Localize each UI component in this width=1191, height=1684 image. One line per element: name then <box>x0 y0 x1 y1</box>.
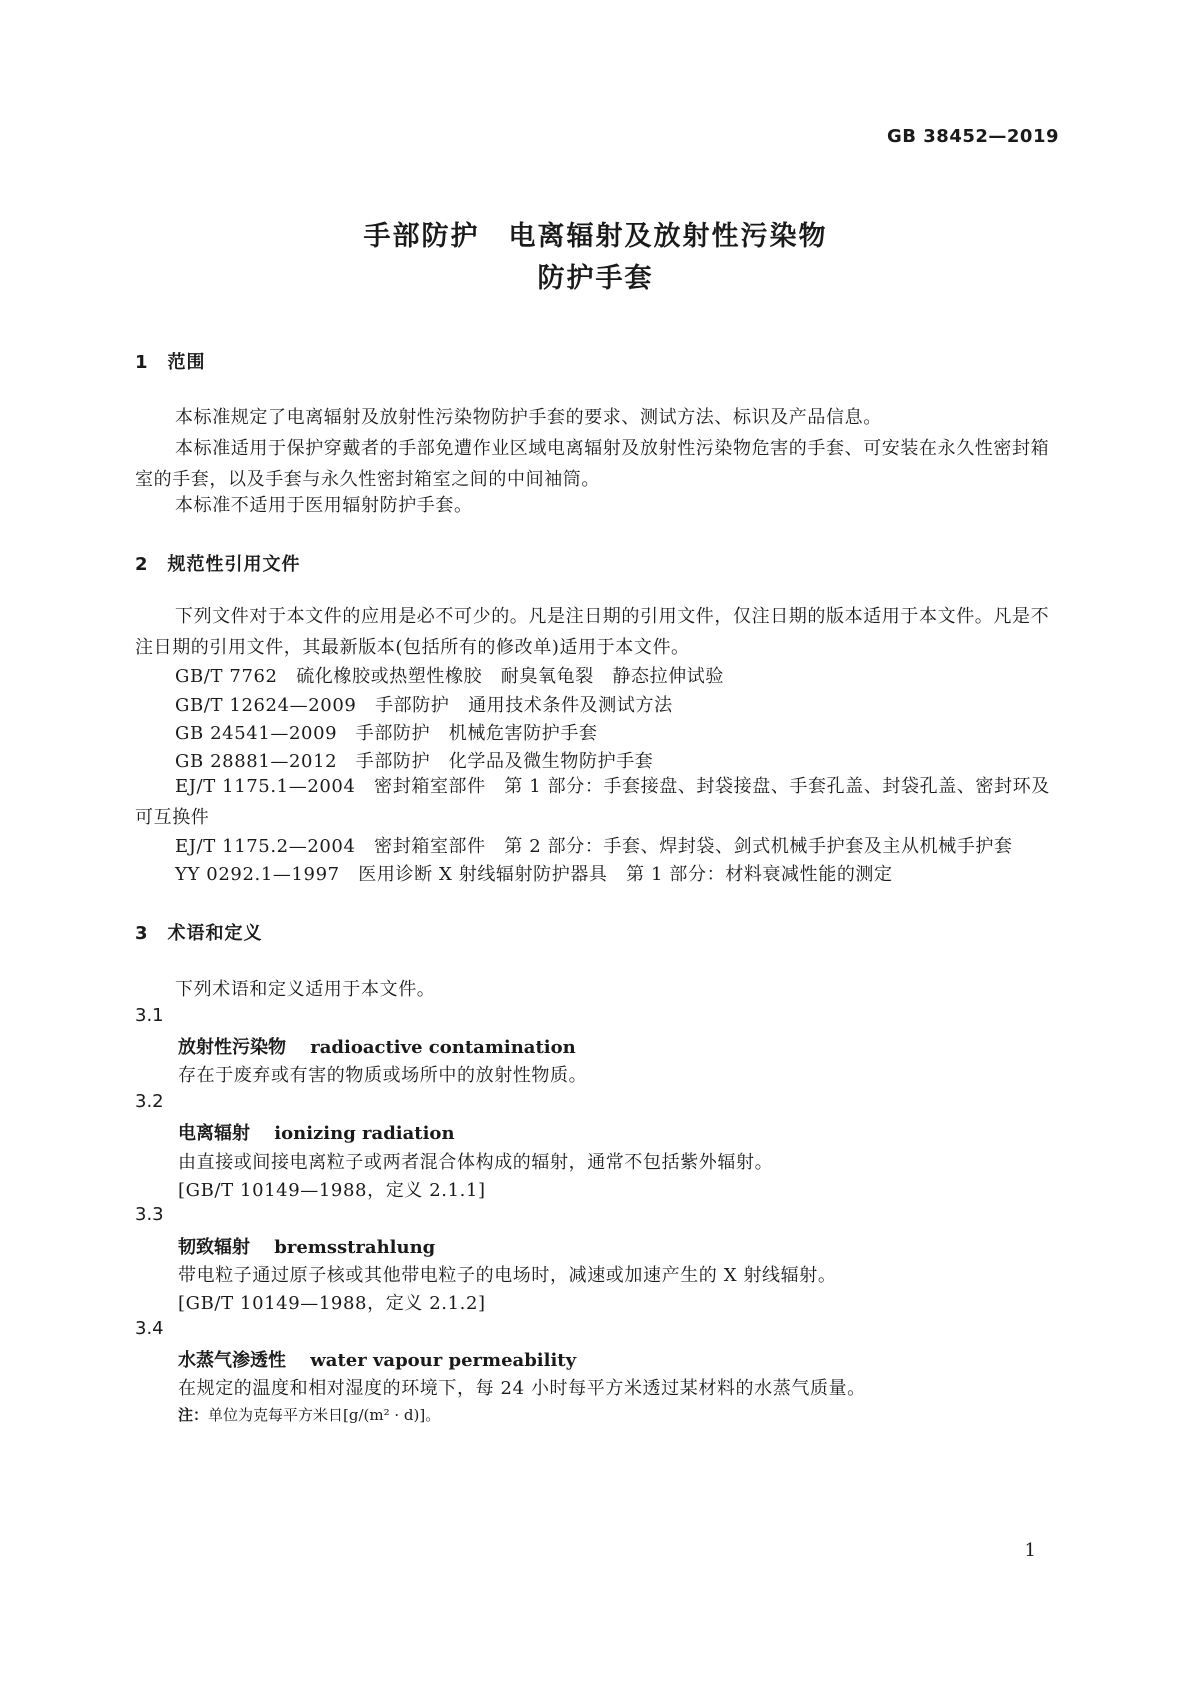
term-heading <box>178 1119 455 1145</box>
term-source: [GB/T 10149—1988，定义 2.1.2] <box>178 1293 486 1314</box>
term-definition: 由直接或间接电离粒子或两者混合体构成的辐射，通常不包括紫外辐射。 <box>178 1152 774 1173</box>
term-number: 3.4 <box>135 1318 164 1339</box>
term-number: 3.1 <box>135 1005 164 1026</box>
term-note <box>178 1404 440 1425</box>
section-1-paragraph: 本标准规定了电离辐射及放射性污染物防护手套的要求、测试方法、标识及产品信息。 <box>175 407 882 428</box>
term-heading <box>178 1033 576 1059</box>
note-label: 注： <box>178 1406 209 1424</box>
section-2-intro: 下列文件对于本文件的应用是必不可少的。凡是注日期的引用文件，仅注日期的版本适用于本文件。凡是不注日期的引用文件，其最新版本(包括所有的修改单)适用于本文件。 <box>135 606 1050 658</box>
term-heading <box>178 1346 576 1372</box>
term-definition: 在规定的温度和相对湿度的环境下，每 24 小时每平方米透过某材料的水蒸气质量。 <box>178 1378 866 1399</box>
section-3-heading: 3 术语和定义 <box>135 923 263 944</box>
term-definition: 存在于废弃或有害的物质或场所中的放射性物质。 <box>178 1065 588 1086</box>
term-zh: 电离辐射 <box>178 1123 250 1144</box>
standard-code: GB 38452—2019 <box>887 126 1059 147</box>
term-number: 3.3 <box>135 1204 164 1225</box>
term-en: water vapour permeability <box>310 1350 577 1371</box>
term-source: [GB/T 10149—1988，定义 2.1.1] <box>178 1180 486 1201</box>
document-title-line1: 手部防护 电离辐射及放射性污染物 <box>363 221 828 252</box>
term-heading <box>178 1233 435 1259</box>
term-en: bremsstrahlung <box>274 1237 436 1258</box>
page-number: 1 <box>1024 1540 1036 1561</box>
term-number: 3.2 <box>135 1091 164 1112</box>
normative-reference: YY 0292.1—1997 医用诊断 X 射线辐射防护器具 第 1 部分：材料衰减性能的测定 <box>175 864 893 885</box>
normative-reference: GB/T 7762 硫化橡胶或热塑性橡胶 耐臭氧龟裂 静态拉伸试验 <box>175 666 725 687</box>
term-zh: 韧致辐射 <box>178 1237 250 1258</box>
normative-reference: EJ/T 1175.2—2004 密封箱室部件 第 2 部分：手套、焊封袋、剑式机械手护套及主从机械手护套 <box>175 836 1013 857</box>
term-en: ionizing radiation <box>274 1123 455 1144</box>
section-1-paragraph: 本标准适用于保护穿戴者的手部免遭作业区域电离辐射及放射性污染物危害的手套、可安装在永久性密封箱室的手套，以及手套与永久性密封箱室之间的中间袖筒。 <box>135 438 1050 490</box>
note-text: 单位为克每平方米日[g/(m² · d)]。 <box>208 1406 441 1424</box>
term-en: radioactive contamination <box>310 1037 576 1058</box>
normative-reference: EJ/T 1175.1—2004 密封箱室部件 第 1 部分：手套接盘、封袋接盘、手套孔盖、封袋孔盖、密封环及可互换件 <box>135 776 1050 828</box>
normative-reference: GB 28881—2012 手部防护 化学品及微生物防护手套 <box>175 751 654 772</box>
normative-reference: GB/T 12624—2009 手部防护 通用技术条件及测试方法 <box>175 695 673 716</box>
term-zh: 放射性污染物 <box>178 1037 286 1058</box>
section-2-heading: 2 规范性引用文件 <box>135 554 301 575</box>
section-1-heading: 1 范围 <box>135 352 206 373</box>
term-zh: 水蒸气渗透性 <box>178 1350 286 1371</box>
document-title-line2: 防护手套 <box>537 263 654 294</box>
term-definition: 带电粒子通过原子核或其他带电粒子的电场时，减速或加速产生的 X 射线辐射。 <box>178 1265 837 1286</box>
section-3-intro: 下列术语和定义适用于本文件。 <box>175 979 436 1000</box>
section-1-paragraph: 本标准不适用于医用辐射防护手套。 <box>175 495 473 516</box>
normative-reference: GB 24541—2009 手部防护 机械危害防护手套 <box>175 723 598 744</box>
